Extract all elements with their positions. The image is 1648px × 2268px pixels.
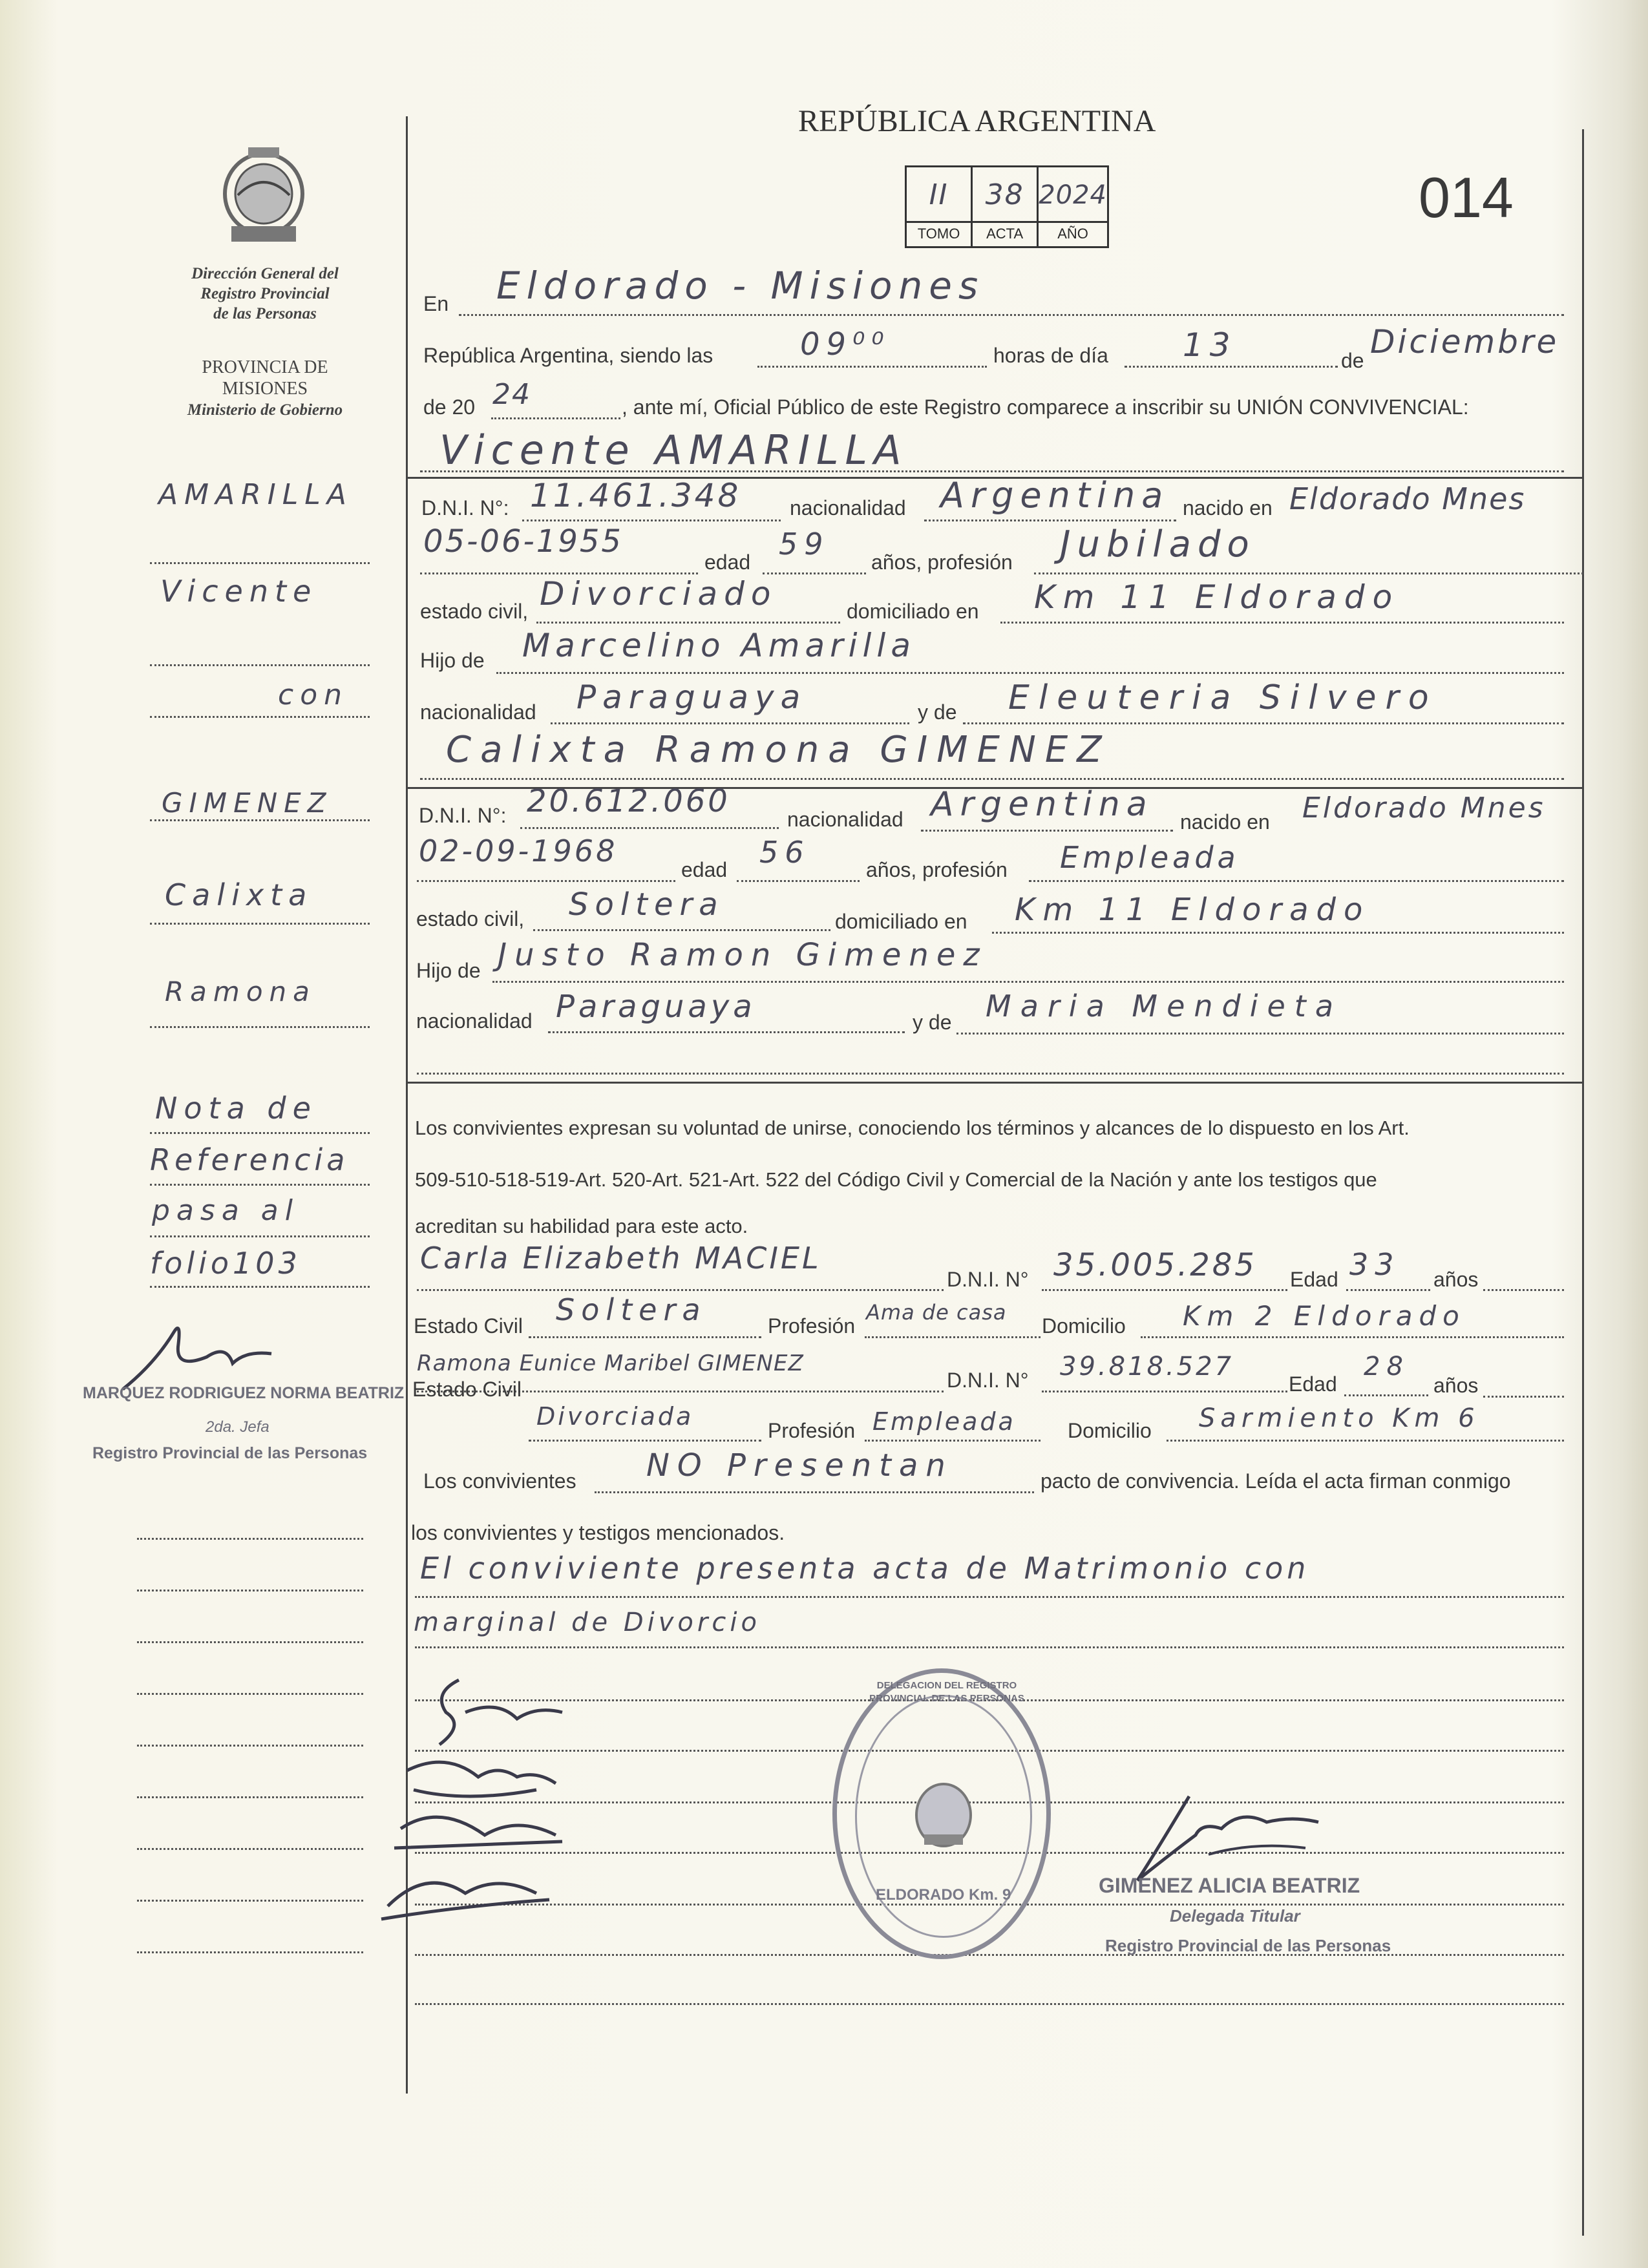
w2-dni-dots — [1042, 1391, 1287, 1392]
p2-fecha: 02-09-1968 — [419, 834, 618, 868]
acta-label: ACTA — [973, 223, 1039, 246]
hour-dots — [757, 366, 987, 368]
w1-prof-dots — [865, 1336, 1041, 1338]
conv-label: Los convivientes — [423, 1469, 576, 1493]
org-line-1: Dirección General del — [191, 265, 339, 282]
margin-note: Nota de — [155, 1091, 317, 1126]
province-name — [149, 357, 381, 421]
oval-stamp-text: DELEGACION DEL REGISTRO PROVINCIAL DE LAS PERSONAS — [869, 1680, 1024, 1704]
p2-edad-label: edad — [681, 858, 728, 881]
closing-line-2: los convivientes y testigos mencionados. — [411, 1521, 785, 1544]
w2-dom-dots — [1167, 1440, 1564, 1442]
p2-nacp-label: nacionalidad — [416, 1009, 533, 1033]
margin-note: folio103 — [150, 1246, 301, 1281]
name-dots — [420, 470, 1564, 472]
p2-dom-label: domiciliado en — [835, 910, 967, 933]
p1-dni-dots — [522, 520, 781, 521]
person2-name: Calixta Ramona GIMENEZ — [446, 729, 1111, 771]
w1-name-dots — [417, 1289, 944, 1291]
month-value: Diciembre — [1370, 323, 1559, 361]
p1-edad: 59 — [779, 527, 830, 562]
margin-note: Ramona — [165, 976, 316, 1007]
p2-madre: Maria Mendieta — [986, 989, 1343, 1024]
margin-note: AMARILLA — [158, 478, 353, 511]
frame-right-line — [1582, 129, 1584, 2236]
w2-dom-label: Domicilio — [1068, 1419, 1152, 1442]
separator-3 — [406, 1082, 1582, 1084]
p2-hijo-label: Hijo de — [416, 959, 481, 982]
jefa-stamp-org: Registro Provincial de las Personas — [92, 1444, 368, 1462]
margin-dots — [137, 1796, 363, 1798]
note-dots-2 — [415, 1646, 1564, 1648]
p2-dni-label: D.N.I. N°: — [419, 804, 507, 827]
margin-dots — [150, 1132, 370, 1134]
p2-dom: Km 11 Eldorado — [1015, 892, 1371, 928]
margin-dots — [137, 1693, 363, 1695]
place-dots — [459, 314, 1564, 316]
p1-madre: Eleuteria Silvero — [1008, 678, 1438, 717]
note-dots-1 — [415, 1596, 1564, 1598]
de-label: de — [1341, 349, 1364, 372]
w2-ec-label: Estado Civil — [412, 1378, 522, 1401]
margin-dots — [137, 1951, 363, 1953]
margin-dots — [137, 1538, 363, 1540]
margin-dots — [150, 1235, 370, 1237]
p2-nacp-dots — [548, 1031, 905, 1033]
conv-value: NO Presentan — [646, 1447, 953, 1484]
p2-prof: Empleada — [1060, 840, 1240, 875]
p2-ec: Soltera — [569, 887, 724, 923]
w1-ec: Soltera — [556, 1292, 707, 1327]
province-seal — [218, 143, 309, 247]
margin-dots — [150, 562, 370, 564]
anio-label: AÑO — [1057, 226, 1088, 242]
margin-note: GIMENEZ — [162, 787, 333, 819]
margin-note: Vicente — [160, 574, 318, 609]
margin-note: Calixta — [165, 877, 313, 912]
p1-nacp-label: nacionalidad — [420, 700, 536, 724]
year-dots — [491, 417, 620, 419]
p1-fecha: 05-06-1955 — [423, 523, 623, 560]
w2-edad-label: Edad — [1289, 1372, 1337, 1396]
tomo-label: TOMO — [907, 223, 973, 246]
jefa-stamp-name: MARQUEZ RODRIGUEZ NORMA BEATRIZ — [83, 1384, 405, 1402]
p2-hijo-dots — [492, 981, 1564, 983]
anio-value: 2024 — [1039, 167, 1107, 223]
pacto-text: pacto de convivencia. Leída el acta firman conmigo — [1041, 1469, 1511, 1493]
margin-dots — [150, 664, 370, 666]
margin-dots — [150, 716, 370, 718]
oval-stamp-sub: ELDORADO Km. 9 — [876, 1886, 1011, 1904]
w1-dni-label: D.N.I. N° — [947, 1268, 1029, 1291]
delegada-stamp-role: Delegada Titular — [1170, 1906, 1300, 1926]
w1-ec-label: Estado Civil — [414, 1314, 523, 1338]
p1-nac-label: nacionalidad — [790, 496, 906, 520]
w2-edad-dots — [1344, 1394, 1428, 1396]
conv-dots — [595, 1491, 1034, 1493]
delegada-stamp-org: Registro Provincial de las Personas — [1105, 1936, 1391, 1955]
p1-nac-padre: Paraguaya — [576, 678, 807, 716]
p2-padre: Justo Ramon Gimenez — [498, 937, 988, 973]
w1-dom-label: Domicilio — [1042, 1314, 1126, 1338]
p1-dni: 11.461.348 — [530, 477, 741, 514]
margin-dots — [137, 1590, 363, 1591]
convivientes-signatures — [368, 1674, 601, 1932]
en-label: En — [423, 292, 449, 315]
margin-dots — [150, 819, 370, 821]
delegada-stamp-name: GIMENEZ ALICIA BEATRIZ — [1099, 1874, 1360, 1897]
margin-dots — [137, 1848, 363, 1850]
p1-dni-label: D.N.I. N°: — [421, 496, 509, 520]
w1-edad-dots — [1346, 1289, 1430, 1291]
page-number: 014 — [1419, 165, 1514, 229]
p2-dni: 20.612.060 — [527, 783, 730, 819]
w2-name: Ramona Eunice Maribel GIMENEZ — [417, 1350, 804, 1376]
margin-dots — [137, 1641, 363, 1643]
tomo-value: II — [907, 167, 973, 223]
prov-line-1: PROVINCIA DE — [202, 357, 328, 377]
w2-prof-dots — [865, 1440, 1041, 1442]
p1-dom: Km 11 Eldorado — [1034, 578, 1400, 616]
ministry: Ministerio de Gobierno — [187, 401, 343, 419]
w2-prof: Empleada — [872, 1407, 1016, 1436]
oval-stamp — [832, 1668, 1051, 1959]
w2-anios-label: años — [1433, 1374, 1479, 1397]
w1-dom-dots — [1141, 1336, 1564, 1338]
registry-box — [905, 165, 1109, 248]
w1-edad: 33 — [1349, 1247, 1400, 1282]
year-label: de 20 — [423, 395, 476, 419]
org-line-2: Registro Provincial — [200, 285, 330, 302]
p2-edad-dots — [737, 880, 860, 882]
p1-nacp-dots — [551, 722, 909, 724]
prov-line-2: MISIONES — [222, 379, 308, 399]
p2-prof-dots — [1029, 880, 1564, 882]
acta-value: 38 — [973, 167, 1039, 223]
p1-prof-dots — [1034, 572, 1583, 574]
margin-dots — [150, 1184, 370, 1186]
p1-dom-dots — [1000, 622, 1564, 624]
w2-prof-label: Profesión — [768, 1419, 856, 1442]
name2-dots — [420, 778, 1564, 780]
note-dots-8 — [415, 1954, 1564, 1956]
p2-edad: 56 — [759, 835, 810, 870]
p1-edad-label: edad — [704, 551, 751, 574]
w2-dni: 39.818.527 — [1060, 1352, 1234, 1381]
margin-note: con — [278, 678, 348, 711]
w1-ec-dots — [529, 1336, 761, 1338]
margin-dots — [150, 1286, 370, 1288]
hour-value: 09⁰⁰ — [800, 326, 891, 362]
p2-dom-dots — [992, 932, 1564, 934]
p2-nac-padre: Paraguaya — [556, 989, 756, 1025]
p1-dom-label: domiciliado en — [847, 600, 979, 623]
margin-dots — [137, 1745, 363, 1747]
note-line-2: marginal de Divorcio — [414, 1608, 761, 1637]
rep-label: República Argentina, siendo las — [423, 344, 713, 367]
margin-note: Referencia — [150, 1142, 349, 1177]
p2-ec-dots — [533, 929, 830, 931]
oval-stamp-seal-icon — [908, 1776, 979, 1854]
person1-name: Vicente AMARILLA — [439, 426, 908, 474]
day-dots — [1125, 366, 1338, 368]
margin-dots — [137, 1900, 363, 1902]
p1-nacido: Eldorado Mnes — [1289, 481, 1526, 516]
w2-dom: Sarmiento Km 6 — [1199, 1403, 1480, 1433]
horas-label: horas de día — [993, 344, 1108, 367]
w1-prof: Ama de casa — [866, 1300, 1007, 1325]
w2-ec: Divorciada — [536, 1402, 694, 1431]
w1-edad-label: Edad — [1290, 1268, 1338, 1291]
w1-dom: Km 2 Eldorado — [1183, 1300, 1466, 1332]
w2-ec-dots — [529, 1440, 761, 1442]
place-value: Eldorado - Misiones — [496, 264, 985, 308]
p2-dni-dots — [520, 827, 779, 829]
p2-nac: Argentina — [931, 785, 1154, 824]
p1-hijo-label: Hijo de — [420, 649, 485, 672]
w2-edad: 28 — [1364, 1352, 1410, 1381]
p1-nacido-label: nacido en — [1183, 496, 1273, 520]
p1-madre-dots — [963, 722, 1564, 724]
org-line-3: de las Personas — [213, 305, 317, 322]
p2-nac-dots — [921, 830, 1173, 832]
p1-edad-dots — [763, 572, 866, 574]
margin-dots — [150, 1026, 370, 1028]
w1-name: Carla Elizabeth MACIEL — [420, 1241, 821, 1276]
p2-yde-label: y de — [913, 1011, 952, 1034]
w1-prof-label: Profesión — [768, 1314, 856, 1338]
jefa-stamp-role: 2da. Jefa — [206, 1418, 269, 1436]
p1-prof: Jubilado — [1060, 523, 1256, 565]
p1-yde-label: y de — [918, 700, 957, 724]
p2-nac-label: nacionalidad — [787, 808, 903, 831]
p2-ec-label: estado civil, — [416, 907, 525, 930]
w2-anios-dots — [1483, 1396, 1564, 1398]
p2-madre-dots — [956, 1033, 1564, 1034]
blank-dots — [417, 1073, 1564, 1075]
w2-dni-label: D.N.I. N° — [947, 1369, 1029, 1392]
margin-dots — [150, 923, 370, 925]
year-value: 24 — [492, 378, 531, 411]
margin-note: pasa al — [152, 1194, 299, 1227]
note-dots-9 — [415, 2003, 1564, 2005]
p1-hijo-dots — [496, 672, 1564, 674]
ante-text: , ante mí, Oficial Público de este Registro comparece a inscribir su UNIÓN CONVIVENCIAL: — [622, 395, 1469, 419]
p1-padre: Marcelino Amarilla — [522, 627, 916, 664]
p1-ec: Divorciado — [540, 575, 777, 613]
p1-anios-label: años, profesión — [871, 551, 1013, 574]
body-line-2: 509-510-518-519-Art. 520-Art. 521-Art. 522 del Código Civil y Comercial de la Nación y ante los testigos que — [415, 1168, 1377, 1191]
country-title: REPÚBLICA ARGENTINA — [798, 104, 1156, 138]
w1-dni-dots — [1042, 1289, 1287, 1291]
org-name — [149, 264, 381, 324]
p1-ec-label: estado civil, — [420, 600, 529, 623]
note-line-1: El conviviente presenta acta de Matrimonio con — [420, 1551, 1310, 1586]
body-line-3: acreditan su habilidad para este acto. — [415, 1215, 748, 1237]
p1-fecha-dots — [420, 572, 698, 574]
w1-dni: 35.005.285 — [1053, 1247, 1257, 1283]
p2-nacido-label: nacido en — [1180, 810, 1270, 834]
p1-ec-dots — [536, 622, 840, 624]
w1-anios-label: años — [1433, 1268, 1479, 1291]
p1-nac: Argentina — [940, 475, 1170, 516]
p2-nacido: Eldorado Mnes — [1302, 792, 1546, 824]
day-value: 13 — [1183, 326, 1237, 364]
p1-nac-dots — [924, 520, 1176, 521]
province-seal-icon — [218, 143, 309, 247]
p2-anios-label: años, profesión — [866, 858, 1008, 881]
p2-fecha-dots — [417, 880, 675, 882]
w1-anios-dots — [1483, 1289, 1564, 1291]
body-line-1: Los convivientes expresan su voluntad de unirse, conociendo los términos y alcances de lo dispuesto en los Art. — [415, 1117, 1410, 1139]
